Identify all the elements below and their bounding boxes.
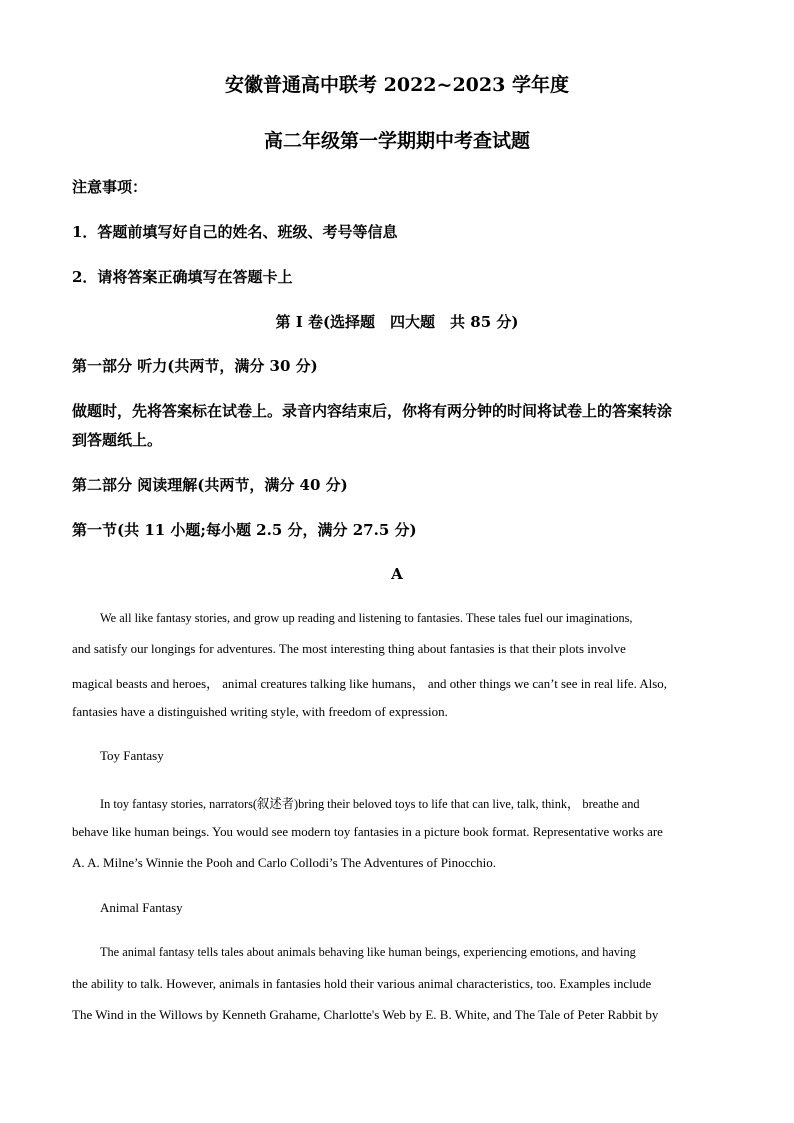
- passage-p3-line2: the ability to talk. However, animals in fantasies hold their various animal characteristics, too. Examples include: [72, 976, 652, 991]
- passage-p2-line2: behave like human beings. You would see modern toy fantasies in a picture book format. Representative works are: [72, 824, 663, 839]
- passage-p1-line3: magical beasts and heroes， animal creatures talking like humans， and other things we can’t see in real life. Also,: [72, 676, 667, 691]
- subheading-animal-fantasy: Animal Fantasy: [100, 900, 183, 915]
- passage-p3-line1: The animal fantasy tells tales about animals behaving like human beings, experiencing emotions, and having: [100, 944, 636, 959]
- passage-p1-line2: and satisfy our longings for adventures. The most interesting thing about fantasies is that their plots involve: [72, 641, 626, 656]
- passage-p1-line1: We all like fantasy stories, and grow up reading and listening to fantasies. These tales fuel our imaginations,: [100, 610, 633, 625]
- passage-p2-line1: In toy fantasy stories, narrators(叙述者)bring their beloved toys to life that can live, talk, think， breathe and: [100, 796, 640, 811]
- passage-p2-line3: A. A. Milne’s Winnie the Pooh and Carlo Collodi’s The Adventures of Pinocchio.: [72, 855, 496, 870]
- part1-heading: 第一部分 听力(共两节，满分 30 分): [72, 357, 318, 375]
- passage-label: A: [391, 565, 403, 583]
- passage-p1-line4: fantasies have a distinguished writing style, with freedom of expression.: [72, 704, 448, 719]
- passage-p3-line3: The Wind in the Willows by Kenneth Grahame, Charlotte's Web by E. B. White, and The Tale of Peter Rabbit by: [72, 1007, 659, 1022]
- exam-title-line1: 安徽普通高中联考 2022~2023 学年度: [225, 74, 569, 96]
- exam-title-line2: 高二年级第一学期期中考查试题: [263, 130, 530, 152]
- notice-item-1: 1．答题前填写好自己的姓名、班级、考号等信息: [72, 223, 398, 241]
- part1-instruction-line1: 做题时，先将答案标在试卷上。录音内容结束后，你将有两分钟的时间将试卷上的答案转涂: [72, 402, 673, 420]
- part1-instruction-line2: 到答题纸上。: [72, 431, 163, 449]
- subheading-toy-fantasy: Toy Fantasy: [100, 748, 164, 763]
- volume-heading: 第 I 卷(选择题 四大题 共 85 分): [275, 313, 519, 331]
- notice-heading: 注意事项：: [72, 178, 148, 196]
- notice-item-2: 2．请将答案正确填写在答题卡上: [72, 268, 293, 286]
- part2-section1-heading: 第一节(共 11 小题;每小题 2.5 分，满分 27.5 分): [72, 521, 417, 539]
- part2-heading: 第二部分 阅读理解(共两节，满分 40 分): [72, 476, 348, 494]
